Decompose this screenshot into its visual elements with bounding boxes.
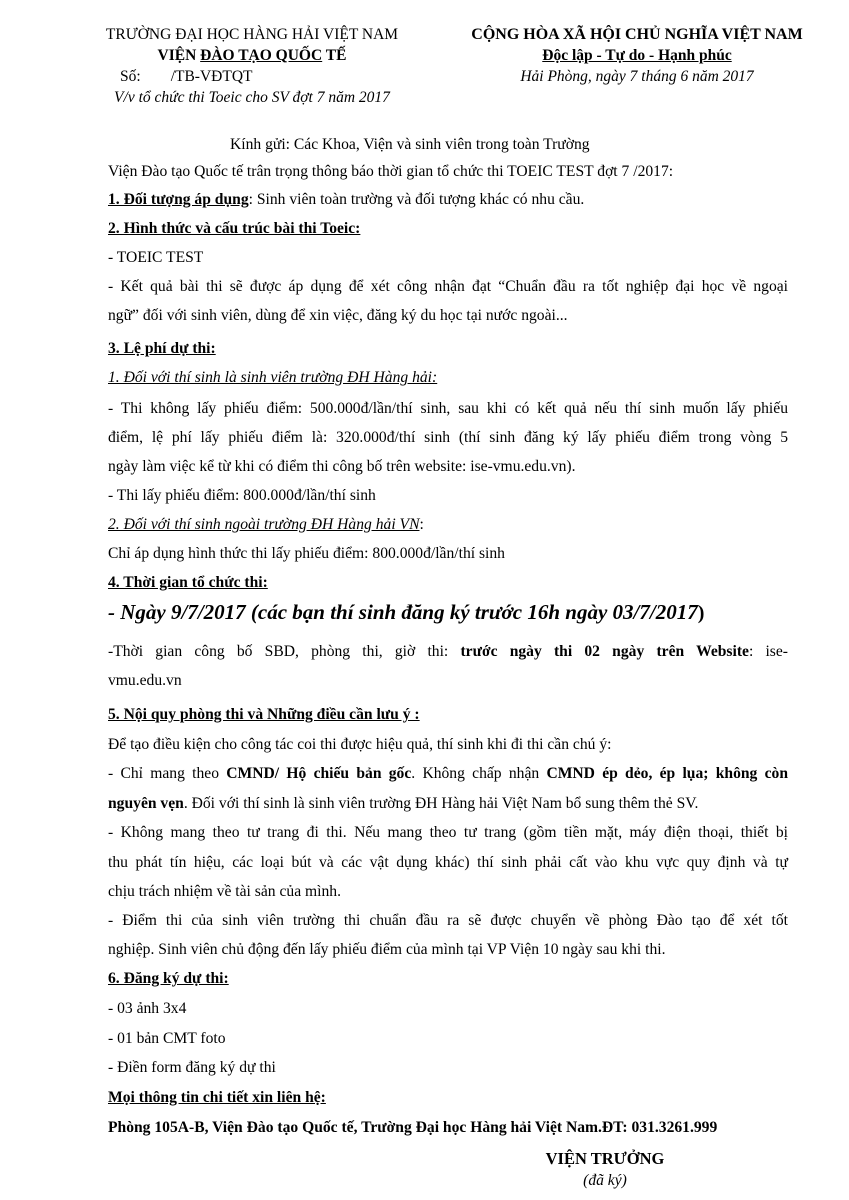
issuer-block: [62, 24, 442, 108]
national-header: [446, 24, 828, 87]
section-3-sub-2-colon: :: [419, 516, 424, 533]
country-name: CỘNG HÒA XÃ HỘI CHỦ NGHĨA VIỆT NAM: [471, 26, 803, 43]
announce-part-c: : ise-: [748, 643, 788, 660]
section-4-title: 4. Thời gian tổ chức thi:: [108, 574, 268, 591]
section-1-title: 1. Đối tượng áp dụng: [108, 191, 249, 208]
section-3-fee-2: - Thi lấy phiếu điểm: 800.000đ/lần/thí sinh: [108, 487, 376, 504]
rule-1-part-f: . Đối với thí sinh là sinh viên trường ĐH Hàng hải Việt Nam bổ sung thêm thẻ SV.: [183, 795, 699, 812]
section-4-announce-line-1: [108, 637, 788, 666]
announce-part-a: -Thời gian công bố SBD, phòng thi, giờ thi:: [108, 643, 461, 660]
number-value: /TB-VĐTQT: [170, 68, 253, 85]
section-5-rule-2-line-2: thu phát tín hiệu, các loại bút và các vật dụng khác) thí sinh phải cất vào khu vực quy định và tự: [108, 854, 788, 871]
institute-name-part: VIỆN: [157, 47, 201, 64]
section-5-rule-3-line-1: - Điểm thi của sinh viên trường thi chuẩn đầu ra sẽ được chuyển về phòng Đào tạo để xét tốt: [108, 912, 788, 929]
number-label: Số:: [120, 68, 141, 85]
section-2-item-2-line-2: ngữ” đối với sinh viên, dùng để xin việc, đăng ký du học tại nước ngoài...: [108, 307, 568, 324]
institute-name: [62, 45, 442, 66]
section-5-rule-2-line-1: - Không mang theo tư trang đi thi. Nếu mang theo tư trang (gồm tiền mặt, máy điện thoại, thiết bị: [108, 824, 788, 841]
section-6-item-3: - Điền form đăng ký dự thi: [108, 1059, 276, 1076]
contact-details: Phòng 105A-B, Viện Đào tạo Quốc tế, Trường Đại học Hàng hải Việt Nam.ĐT: 031.3261.999: [108, 1119, 718, 1136]
recipient-line: Kính gửi: Các Khoa, Viện và sinh viên trong toàn Trường: [230, 136, 590, 153]
section-5-rule-1-line-1: [108, 759, 788, 788]
rule-1-part-a: - Chỉ mang theo: [108, 765, 227, 782]
section-4-announce-line-2: vmu.edu.vn: [108, 672, 182, 689]
section-3-title: 3. Lệ phí dự thi:: [108, 340, 216, 357]
signature-title: VIỆN TRƯỞNG: [545, 1149, 665, 1168]
rule-1-part-e: nguyên vẹn: [108, 795, 184, 812]
exam-date-text: - Ngày 9/7/2017 (các bạn thí sinh đăng ký trước 16h ngày 03/7/2017: [108, 600, 698, 624]
section-5-title: 5. Nội quy phòng thi và Những điều cần lưu ý :: [108, 706, 420, 723]
section-6-item-2: - 01 bản CMT foto: [108, 1030, 226, 1047]
contact-title: Mọi thông tin chi tiết xin liên hệ:: [108, 1089, 326, 1106]
section-5-rule-2-line-3: chịu trách nhiệm về tài sản của mình.: [108, 883, 341, 900]
section-2-title: 2. Hình thức và cấu trúc bài thi Toeic:: [108, 220, 361, 237]
rule-1-part-d: CMND ép dẻo, ép lụa; không còn: [546, 765, 788, 782]
section-6-item-1: - 03 ảnh 3x4: [108, 1000, 187, 1017]
section-3-sub-2: [108, 510, 788, 539]
section-4-exam-date: [108, 598, 788, 629]
document-subject: V/v tổ chức thi Toeic cho SV đợt 7 năm 2017: [114, 89, 390, 106]
section-2-item-1: - TOEIC TEST: [108, 249, 204, 266]
announce-part-b: trước ngày thi 02 ngày trên Website: [460, 643, 749, 660]
section-3-fee-1-line-2: điểm, lệ phí lấy phiếu điểm là: 320.000đ/thí sinh (thí sinh đăng ký lấy phiếu điểm trong vòng 5: [108, 429, 788, 446]
rule-1-part-c: . Không chấp nhận: [411, 765, 547, 782]
signature-note: (đã ký): [583, 1172, 627, 1189]
document-number: [62, 66, 442, 87]
institute-name-end: TẾ: [322, 47, 347, 64]
university-name: TRƯỜNG ĐẠI HỌC HÀNG HẢI VIỆT NAM: [105, 26, 399, 43]
section-5-intro: Để tạo điều kiện cho công tác coi thi được hiệu quả, thí sinh khi đi thi cần chú ý:: [108, 736, 612, 753]
section-3-sub-1: 1. Đối với thí sinh là sinh viên trường ĐH Hàng hải:: [108, 369, 438, 386]
section-1-text: : Sinh viên toàn trường và đối tượng khác có nhu cầu.: [248, 191, 585, 208]
section-6-title: 6. Đăng ký dự thi:: [108, 970, 229, 987]
institute-name-underlined: ĐÀO TẠO QUỐC: [200, 47, 323, 64]
section-3-fee-1-line-3: ngày làm việc kể từ khi có điểm thi công bố trên website: ise-vmu.edu.vn).: [108, 458, 576, 475]
section-1: [108, 185, 788, 214]
section-3-sub-2-text: 2. Đối với thí sinh ngoài trường ĐH Hàng hải VN: [108, 516, 420, 533]
section-3-fee-3: Chỉ áp dụng hình thức thi lấy phiếu điểm: 800.000đ/lần/thí sinh: [108, 545, 505, 562]
section-2-item-2-line-1: - Kết quả bài thi sẽ được áp dụng để xét công nhận đạt “Chuẩn đầu ra tốt nghiệp đại học về ngoại: [108, 278, 788, 295]
rule-1-part-b: CMND/ Hộ chiếu bản gốc: [226, 765, 412, 782]
place-date: Hải Phòng, ngày 7 tháng 6 năm 2017: [520, 68, 754, 85]
section-5-rule-1-line-2: [108, 789, 788, 818]
national-motto: Độc lập - Tự do - Hạnh phúc: [542, 47, 732, 64]
exam-date-close: ): [697, 602, 705, 624]
section-5-rule-3-line-2: nghiệp. Sinh viên chủ động đến lấy phiếu điểm của mình tại VP Viện 10 ngày sau khi thi.: [108, 941, 666, 958]
intro-line: Viện Đào tạo Quốc tế trân trọng thông báo thời gian tổ chức thi TOEIC TEST đợt 7 /2017:: [108, 163, 674, 180]
section-3-fee-1-line-1: - Thi không lấy phiếu điểm: 500.000đ/lần/thí sinh, sau khi có kết quả nếu thí sinh muốn lấy phiếu: [108, 400, 788, 417]
